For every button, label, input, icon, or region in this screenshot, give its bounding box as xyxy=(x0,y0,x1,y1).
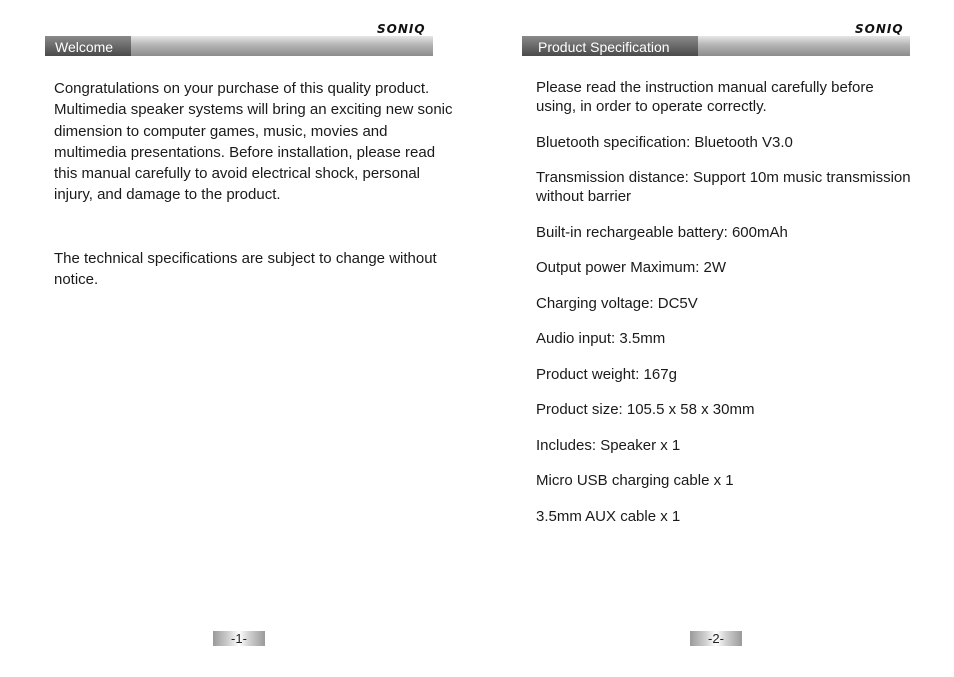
spec-item: Micro USB charging cable x 1 xyxy=(536,472,734,489)
brand-logo: SONIQ xyxy=(855,22,904,36)
page-number: -2- xyxy=(690,631,742,646)
page-number: -1- xyxy=(213,631,265,646)
spec-list xyxy=(536,78,916,542)
notice-text: The technical specifications are subject to change without notice. xyxy=(54,250,437,289)
section-title-welcome: Welcome xyxy=(45,36,131,56)
notice-paragraph xyxy=(54,248,454,291)
spec-item: Charging voltage: DC5V xyxy=(536,294,698,312)
spec-item: Please read the instruction manual carefully before using, in order to operate correctly. xyxy=(536,79,874,115)
spec-item: Bluetooth specification: Bluetooth V3.0 xyxy=(536,133,793,151)
brand-logo: SONIQ xyxy=(377,22,426,36)
spec-item: Includes: Speaker x 1 xyxy=(536,436,681,454)
section-header-bar xyxy=(522,36,910,56)
manual-page-right xyxy=(477,0,954,677)
spec-item: Audio input: 3.5mm xyxy=(536,330,666,347)
spec-item: Product weight: 167g xyxy=(536,365,677,383)
spec-item: Transmission distance: Support 10m music transmission without barrier xyxy=(536,169,911,205)
intro-text: Congratulations on your purchase of this quality product. Multimedia speaker systems will bring an exciting new sonic dimension to computer games, music, movies and multimedia presentations. Before installation, please read this manual carefully to avoid electrical shock, personal injury, and damage to the product. xyxy=(54,80,453,204)
spec-item: 3.5mm AUX cable x 1 xyxy=(536,507,681,525)
section-title-specification: Product Specification xyxy=(522,36,698,56)
section-header-bar xyxy=(45,36,433,56)
welcome-paragraph xyxy=(54,78,454,206)
spec-item: Output power Maximum: 2W xyxy=(536,259,727,276)
spec-item: Product size: 105.5 x 58 x 30mm xyxy=(536,401,755,418)
spec-item: Built-in rechargeable battery: 600mAh xyxy=(536,223,788,241)
